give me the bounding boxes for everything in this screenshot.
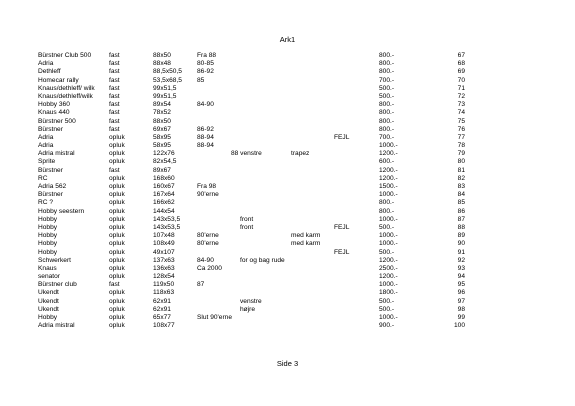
number-cell: 79 <box>457 150 465 158</box>
number-cell: 70 <box>457 76 465 84</box>
number-cell: 83 <box>457 183 465 190</box>
size-cell: 65x77 <box>153 314 171 321</box>
number-cell: 77 <box>457 133 465 141</box>
number-cell: 95 <box>457 281 465 289</box>
table-row <box>0 175 575 183</box>
size-cell: 99x51,5 <box>153 84 177 92</box>
price-cell: 800.- <box>379 125 395 133</box>
type-cell: opluk <box>109 297 125 305</box>
note-cell: 85 <box>197 76 205 84</box>
size-cell: 58x95 <box>153 133 171 141</box>
size-cell: 49x107 <box>153 248 175 256</box>
price-cell: 1000.- <box>379 215 398 223</box>
model-cell: Knaus 440 <box>38 109 70 117</box>
type-cell: opluk <box>109 264 125 272</box>
table-row <box>0 52 575 60</box>
price-cell: 800.- <box>379 199 395 207</box>
model-cell: Hobby 360 <box>38 101 70 109</box>
type-cell: opluk <box>109 256 125 264</box>
size-cell: 122x76 <box>153 150 175 158</box>
price-cell: 1000.- <box>379 191 398 199</box>
number-cell: 86 <box>457 207 465 215</box>
price-cell: 800.- <box>379 207 395 215</box>
price-cell: 700.- <box>379 76 395 84</box>
number-cell: 90 <box>457 240 465 248</box>
size-cell: 137x63 <box>153 256 175 264</box>
table-row <box>0 191 575 199</box>
size-cell: 108x77 <box>153 322 175 330</box>
table-row <box>0 93 575 101</box>
table-row <box>0 158 575 166</box>
model-cell: RC <box>38 174 48 182</box>
model-cell: Bürstner Club 500 <box>38 52 92 59</box>
number-cell: 94 <box>457 273 465 281</box>
model-cell: Bürstner <box>38 191 63 199</box>
type-cell: opluk <box>109 158 125 166</box>
number-cell: 85 <box>457 199 465 207</box>
model-cell: Adria mistral <box>38 322 75 330</box>
table-row <box>0 199 575 207</box>
flag-cell: FEJL <box>334 223 350 231</box>
table-row <box>0 109 575 117</box>
type-cell: opluk <box>109 191 125 199</box>
model-cell: Knaus <box>38 264 57 272</box>
note-cell: 86-92 <box>197 125 214 133</box>
table-row <box>0 85 575 93</box>
table-row <box>0 68 575 76</box>
number-cell: 81 <box>457 166 465 174</box>
table-row <box>0 216 575 224</box>
size-cell: 78x52 <box>153 109 171 117</box>
type-cell: fast <box>109 76 120 84</box>
size-cell: 144x54 <box>153 207 175 215</box>
model-cell: Hobby <box>38 223 58 231</box>
type-cell: opluk <box>109 183 125 190</box>
size-cell: 168x60 <box>153 174 175 182</box>
price-cell: 800.- <box>379 68 395 76</box>
price-cell: 700.- <box>379 133 395 141</box>
note-cell: 90'erne <box>197 191 219 199</box>
type-cell: opluk <box>109 150 125 158</box>
model-cell: Hobby <box>38 232 58 240</box>
type-cell: fast <box>109 92 120 100</box>
table-row <box>0 142 575 150</box>
size-cell: 89x54 <box>153 101 171 109</box>
model-cell: senator <box>38 273 60 281</box>
note-cell: 86-92 <box>197 68 214 76</box>
table-row <box>0 289 575 297</box>
type-cell: opluk <box>109 322 125 330</box>
type-cell: fast <box>109 101 120 109</box>
table-row <box>0 257 575 265</box>
size-cell: 136x63 <box>153 264 175 272</box>
note-cell: 80'erne <box>197 240 219 248</box>
type-cell: fast <box>109 117 120 125</box>
page-footer: Side 3 <box>276 359 299 368</box>
table-row <box>0 240 575 248</box>
note-cell: Ca 2000 <box>197 264 222 272</box>
price-cell: 800.- <box>379 109 395 117</box>
price-cell: 800.- <box>379 60 395 68</box>
table-row <box>0 126 575 134</box>
price-cell: 600.- <box>379 158 395 166</box>
note-cell: 88 venstre <box>231 150 262 158</box>
table-row <box>0 298 575 306</box>
note-cell: med karm <box>291 240 321 248</box>
model-cell: Homecar rally <box>38 76 79 84</box>
flag-cell: FEJL <box>334 133 350 141</box>
sheet-title: Ark1 <box>279 35 296 44</box>
model-cell: Sprite <box>38 158 56 166</box>
size-cell: 107x48 <box>153 232 175 240</box>
table-row <box>0 281 575 289</box>
number-cell: 99 <box>457 314 465 321</box>
type-cell: opluk <box>109 248 125 256</box>
size-cell: 167x64 <box>153 191 175 199</box>
price-cell: 1800.- <box>379 289 398 297</box>
size-cell: 88x50 <box>153 52 171 59</box>
note-cell: 88-94 <box>197 142 214 150</box>
type-cell: fast <box>109 52 120 59</box>
number-cell: 93 <box>457 264 465 272</box>
model-cell: Hobby <box>38 215 58 223</box>
type-cell: opluk <box>109 305 125 313</box>
note-cell: 84-90 <box>197 256 214 264</box>
price-cell: 1000.- <box>379 232 398 240</box>
table-row <box>0 208 575 216</box>
price-cell: 500.- <box>379 248 395 256</box>
number-cell: 98 <box>457 305 465 313</box>
model-cell: Hobby <box>38 240 58 248</box>
note-cell: 88-94 <box>197 133 214 141</box>
size-cell: 69x67 <box>153 125 171 133</box>
size-cell: 82x54,5 <box>153 158 177 166</box>
note-cell: for og bag rude <box>240 256 285 264</box>
type-cell: opluk <box>109 232 125 240</box>
size-cell: 58x95 <box>153 142 171 150</box>
price-cell: 1000.- <box>379 281 398 289</box>
price-cell: 900.- <box>379 322 395 330</box>
type-cell: opluk <box>109 289 125 297</box>
number-cell: 78 <box>457 142 465 150</box>
table-row <box>0 77 575 85</box>
price-cell: 500.- <box>379 223 395 231</box>
table-row <box>0 118 575 126</box>
size-cell: 143x53,5 <box>153 223 181 231</box>
number-cell: 100 <box>453 322 465 330</box>
note-cell: højre <box>240 305 256 313</box>
price-cell: 1000.- <box>379 240 398 248</box>
model-cell: Knaus/dethleff/ wilk <box>38 84 95 92</box>
type-cell: opluk <box>109 314 125 321</box>
price-cell: 800.- <box>379 117 395 125</box>
size-cell: 88,5x50,5 <box>153 68 182 76</box>
number-cell: 92 <box>457 256 465 264</box>
number-cell: 68 <box>457 60 465 68</box>
note-cell: med karm <box>291 232 321 240</box>
model-cell: Adria mistral <box>38 150 75 158</box>
table-row <box>0 273 575 281</box>
number-cell: 82 <box>457 174 465 182</box>
number-cell: 97 <box>457 297 465 305</box>
price-cell: 1000.- <box>379 142 398 150</box>
table-row <box>0 249 575 257</box>
type-cell: fast <box>109 68 120 76</box>
price-cell: 500.- <box>379 84 395 92</box>
table-row <box>0 224 575 232</box>
size-cell: 166x62 <box>153 199 175 207</box>
type-cell: opluk <box>109 240 125 248</box>
note-cell: front <box>240 223 254 231</box>
note-cell: Slut 90'erne <box>197 314 232 321</box>
price-cell: 1500.- <box>379 183 398 190</box>
size-cell: 99x51,5 <box>153 92 177 100</box>
model-cell: Schwerkert <box>38 256 71 264</box>
price-cell: 1200.- <box>379 174 398 182</box>
type-cell: fast <box>109 166 120 174</box>
price-cell: 800.- <box>379 101 395 109</box>
model-cell: Bürstner 500 <box>38 117 76 125</box>
model-cell: Adria <box>38 133 54 141</box>
size-cell: 108x49 <box>153 240 175 248</box>
size-cell: 160x67 <box>153 183 175 190</box>
model-cell: Adria <box>38 60 54 68</box>
number-cell: 67 <box>457 52 465 59</box>
note-cell: trapez <box>291 150 310 158</box>
number-cell: 80 <box>457 158 465 166</box>
size-cell: 119x50 <box>153 281 175 289</box>
note-cell: venstre <box>240 297 262 305</box>
flag-cell: FEJL <box>334 248 350 256</box>
note-cell: front <box>240 215 254 223</box>
number-cell: 96 <box>457 289 465 297</box>
model-cell: Knaus/dethleff/wilk <box>38 92 93 100</box>
number-cell: 73 <box>457 101 465 109</box>
table-row <box>0 150 575 158</box>
number-cell: 76 <box>457 125 465 133</box>
type-cell: fast <box>109 109 120 117</box>
model-cell: Hobby <box>38 314 58 321</box>
price-cell: 1000.- <box>379 314 398 321</box>
price-table <box>0 52 575 330</box>
size-cell: 62x91 <box>153 305 171 313</box>
table-row <box>0 60 575 68</box>
type-cell: fast <box>109 281 120 289</box>
note-cell: 80'erne <box>197 232 219 240</box>
size-cell: 88x48 <box>153 60 171 68</box>
size-cell: 89x67 <box>153 166 171 174</box>
price-cell: 2500.- <box>379 264 398 272</box>
number-cell: 75 <box>457 117 465 125</box>
price-cell: 500.- <box>379 297 395 305</box>
size-cell: 118x63 <box>153 289 175 297</box>
model-cell: Ukendt <box>38 305 59 313</box>
model-cell: Bürstner club <box>38 281 77 289</box>
price-cell: 500.- <box>379 92 395 100</box>
size-cell: 62x91 <box>153 297 171 305</box>
type-cell: opluk <box>109 142 125 150</box>
model-cell: Bürstner <box>38 125 63 133</box>
number-cell: 74 <box>457 109 465 117</box>
table-row <box>0 167 575 175</box>
note-cell: Fra 98 <box>197 183 217 190</box>
price-cell: 1200.- <box>379 256 398 264</box>
note-cell: 87 <box>197 281 205 289</box>
size-cell: 53,5x68,5 <box>153 76 182 84</box>
size-cell: 88x50 <box>153 117 171 125</box>
size-cell: 143x53,5 <box>153 215 181 223</box>
price-cell: 1200.- <box>379 273 398 281</box>
table-row <box>0 101 575 109</box>
table-row <box>0 314 575 322</box>
model-cell: RC ? <box>38 199 54 207</box>
type-cell: opluk <box>109 273 125 281</box>
note-cell: Fra 88 <box>197 52 217 59</box>
type-cell: opluk <box>109 199 125 207</box>
type-cell: opluk <box>109 207 125 215</box>
table-row <box>0 232 575 240</box>
model-cell: Bürstner <box>38 166 63 174</box>
model-cell: Hobby seestern <box>38 207 85 215</box>
size-cell: 128x54 <box>153 273 175 281</box>
table-row <box>0 134 575 142</box>
type-cell: opluk <box>109 133 125 141</box>
number-cell: 84 <box>457 191 465 199</box>
price-cell: 1200.- <box>379 166 398 174</box>
number-cell: 91 <box>457 248 465 256</box>
price-cell: 1200.- <box>379 150 398 158</box>
table-row <box>0 265 575 273</box>
type-cell: opluk <box>109 223 125 231</box>
number-cell: 72 <box>457 92 465 100</box>
number-cell: 89 <box>457 232 465 240</box>
type-cell: fast <box>109 125 120 133</box>
price-cell: 800.- <box>379 52 395 59</box>
model-cell: Ukendt <box>38 289 59 297</box>
note-cell: 80-85 <box>197 60 214 68</box>
price-cell: 500.- <box>379 305 395 313</box>
number-cell: 88 <box>457 223 465 231</box>
note-cell: 84-90 <box>197 101 214 109</box>
type-cell: fast <box>109 84 120 92</box>
model-cell: Adria 562 <box>38 183 67 190</box>
type-cell: opluk <box>109 215 125 223</box>
type-cell: fast <box>109 60 120 68</box>
model-cell: Dethleff <box>38 68 61 76</box>
table-row <box>0 322 575 330</box>
type-cell: opluk <box>109 174 125 182</box>
table-row <box>0 306 575 314</box>
model-cell: Hobby <box>38 248 58 256</box>
table-row <box>0 183 575 191</box>
number-cell: 69 <box>457 68 465 76</box>
number-cell: 87 <box>457 215 465 223</box>
model-cell: Ukendt <box>38 297 59 305</box>
model-cell: Adria <box>38 142 54 150</box>
number-cell: 71 <box>457 84 465 92</box>
